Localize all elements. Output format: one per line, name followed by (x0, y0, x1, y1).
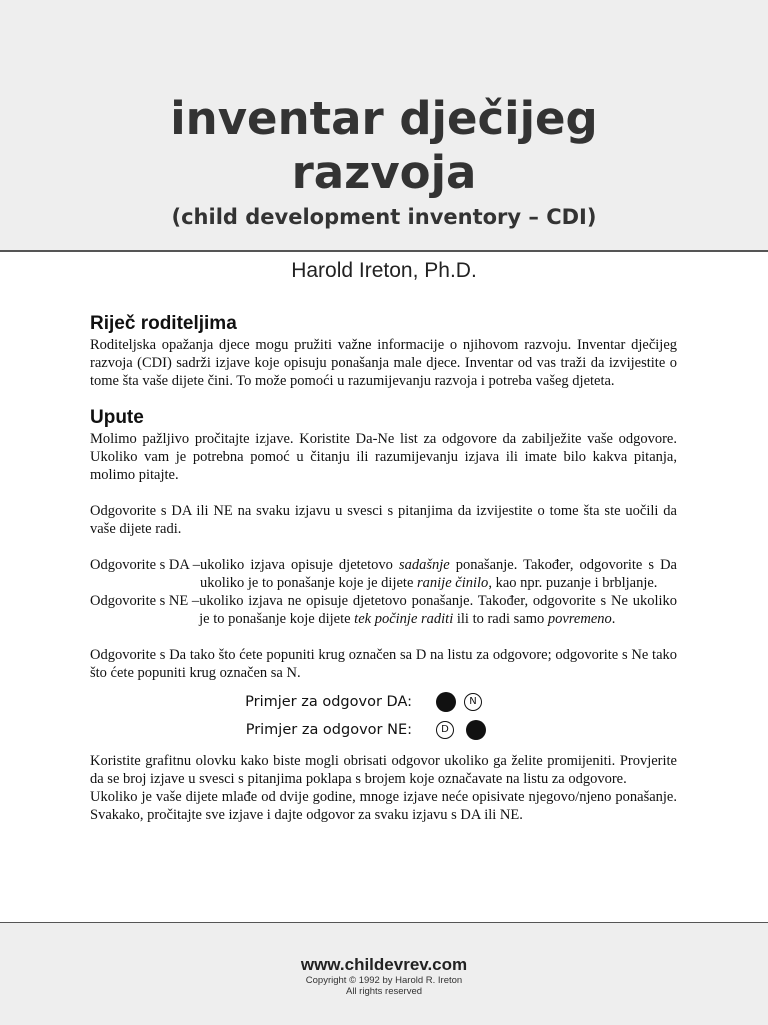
answer-yes-italic-1: sadašnje (398, 557, 450, 573)
answer-yes-text-3: , kao npr. puzanje i brbljanje. (488, 575, 658, 591)
copyright-notice (0, 975, 768, 997)
instructions-paragraph-4: Koristite grafitnu olovku kako biste mogli obrisati odgovor ukoliko ga želite promijeniti. Provjerite da se broj izjave u svesci s pitanjima poklapa s brojem koje označavate na listu za odgovore. (90, 753, 677, 787)
answer-no-body (199, 592, 677, 628)
circle-letter-n: N (464, 693, 482, 711)
main-content (90, 312, 677, 824)
filled-circle-d (436, 692, 456, 712)
answer-examples (90, 688, 677, 744)
answer-no-rule (90, 592, 677, 628)
answer-no-text-1: ukoliko izjava ne opisuje djetetovo ponašanje. Također, odgovorite s Ne ukoliko je to ponašanje koje dijete (199, 593, 677, 627)
section-heading-parents: Riječ roditeljima (90, 313, 237, 334)
answer-no-text-3: . (611, 611, 616, 627)
parents-paragraph: Roditeljska opažanja djece mogu pružiti važne informacije o njihovom razvoju. Inventar dječijeg razvoja (CDI) sadrži izjave koje opisuju ponašanja male djece. Inventar od vas traži da izvijestite o tome šta vaše dijete čini. To može pomoći u razumijevanju razvoja i potreba vašeg djeteta. (90, 337, 677, 389)
answer-yes-rule (90, 556, 677, 592)
title-line-1: inventar dječijeg (170, 92, 598, 145)
answer-yes-body (200, 556, 677, 592)
answer-no-italic-2: povremeno (547, 611, 612, 627)
header-banner (0, 0, 768, 252)
filled-circle-n (466, 720, 486, 740)
answer-yes-italic-2: ranije činilo (417, 575, 489, 591)
instructions-paragraph-2: Odgovorite s DA ili NE na svaku izjavu u svesci s pitanjima da izvijestite o tome šta ste uočili da vaše dijete radi. (90, 503, 677, 537)
title-line-2: razvoja (291, 146, 477, 199)
instructions-paragraph-3: Odgovorite s Da tako što ćete popuniti krug označen sa D na listu za odgovore; odgovorite s Ne tako što ćete popuniti krug označen sa N. (90, 647, 677, 681)
page-title (0, 92, 768, 200)
answer-no-italic-1: tek počinje raditi (354, 611, 454, 627)
rights-line: All rights reserved (345, 986, 423, 997)
answer-yes-text-2: ponašanje. Također, odgovorite s Da ukoliko je to ponašanje koje je dijete (199, 557, 677, 591)
answer-no-text-2: ili to radi samo (453, 611, 548, 627)
section-heading-instructions: Upute (90, 407, 144, 428)
instructions-paragraph-5: Ukoliko je vaše dijete mlađe od dvije godine, mnoge izjave neće opisivate njegovo/njeno ponašanje. Svakako, pročitajte sve izjave i dajte odgovor za svaku izjavu s DA ili NE. (90, 789, 677, 823)
example-yes-label: Primjer za odgovor DA: (245, 694, 412, 710)
example-no-row (90, 716, 677, 744)
example-no-label: Primjer za odgovor NE: (245, 722, 412, 738)
example-yes-row (90, 688, 677, 716)
copyright-line: Copyright © 1992 by Harold R. Ireton (305, 975, 463, 986)
instructions-paragraph-1: Molimo pažljivo pročitajte izjave. Koristite Da-Ne list za odgovore da zabilježite vaše odgovore. Ukoliko vam je potrebna pomoć u čitanju ili razumijevanju izjava ili imate bilo kakva pitanja, molimo pitajte. (90, 431, 677, 483)
circle-letter-d: D (436, 721, 454, 739)
website-link[interactable]: www.childevrev.com (300, 955, 468, 974)
answer-yes-text-1: ukoliko izjava opisuje djetetovo (199, 557, 399, 573)
footer (0, 922, 768, 1025)
answer-no-lead: Odgovorite s NE – (90, 593, 200, 609)
answer-yes-lead: Odgovorite s DA – (90, 557, 200, 573)
page-subtitle: (child development inventory – CDI) (171, 205, 597, 229)
author-name: Harold Ireton, Ph.D. (291, 259, 477, 282)
